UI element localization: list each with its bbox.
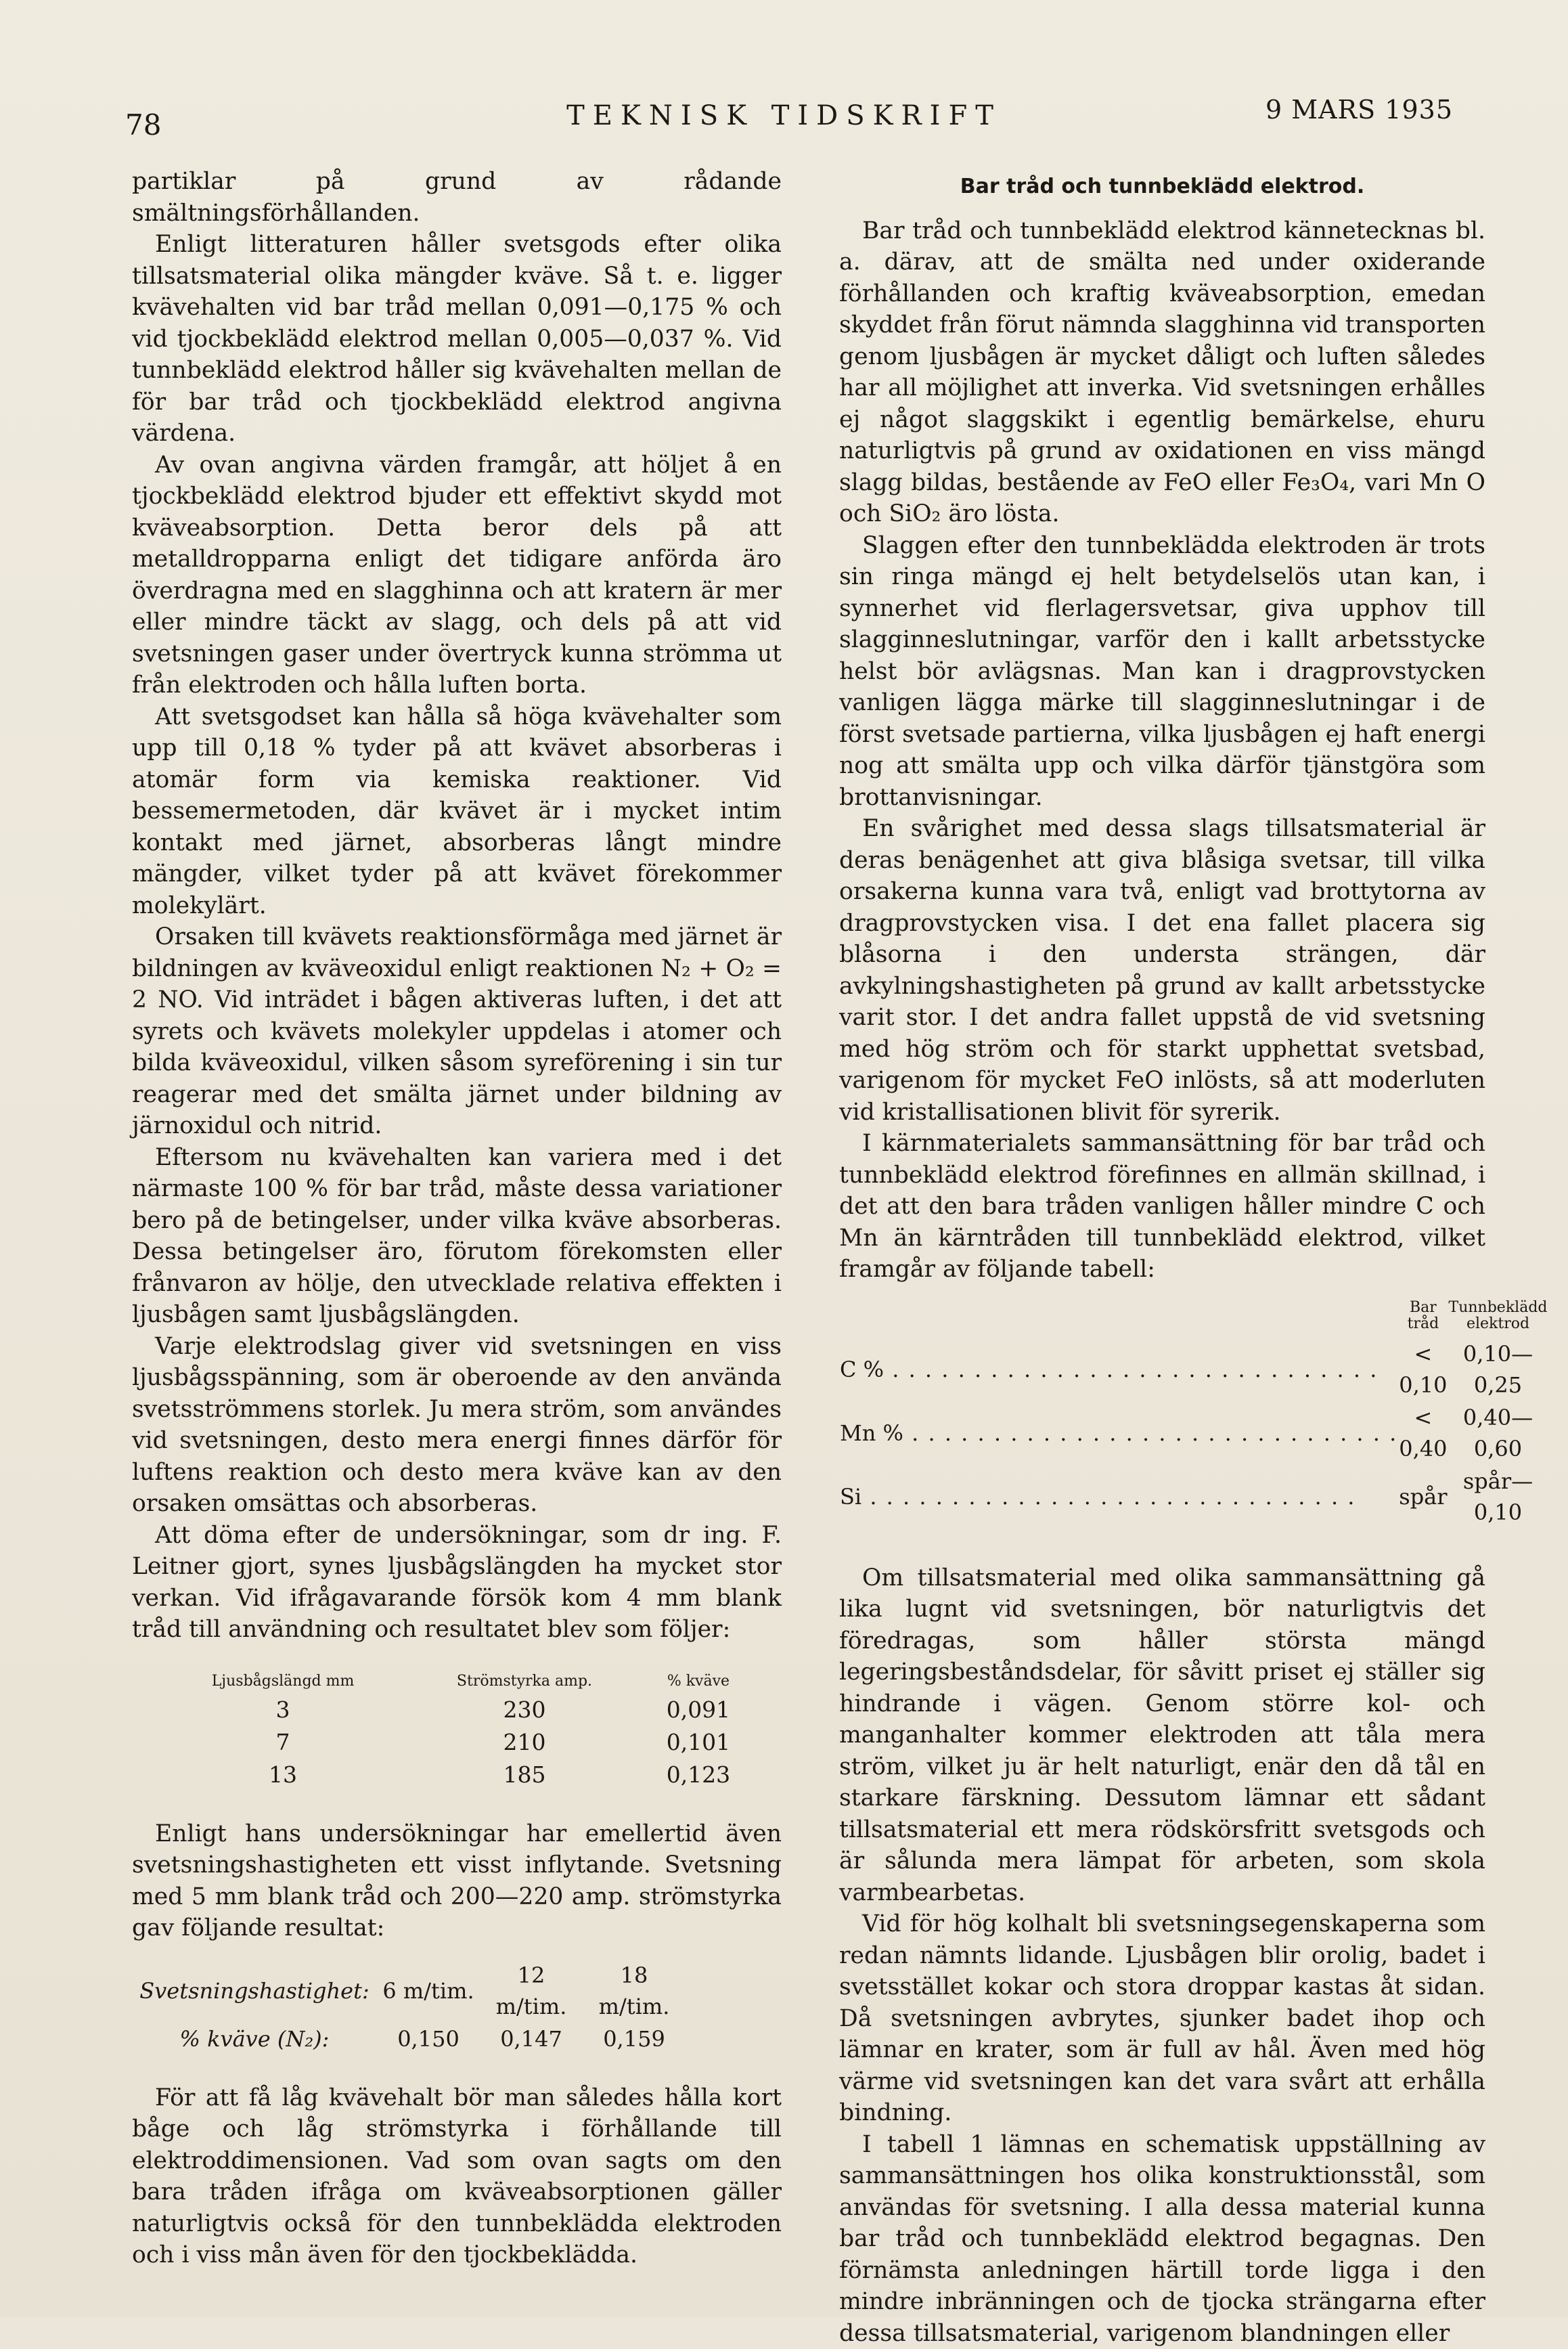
table-row: [132, 2023, 686, 2055]
table-cell: 13: [159, 1759, 407, 1791]
table-cell: 0,123: [642, 1759, 755, 1791]
table-cell: 210: [407, 1726, 642, 1759]
paragraph: Enligt litteraturen håller svetsgods efter olika tillsatsmaterial olika mängder kväve. Så t. e. ligger kvävehalten vid bar tråd mellan 0,091—0,175 % och vid tjockbeklädd elektrod mellan 0,005—0,037 %. Vid tunnbeklädd elektrod håller sig kvävehalten mellan de för bar tråd och tjockbeklädd elektrod angivna värdena.: [132, 229, 782, 449]
table-cell: spår—0,10: [1448, 1465, 1548, 1529]
table-header: % kväve: [642, 1673, 755, 1694]
table-cell: Si: [840, 1484, 861, 1510]
row-label: % kväve (N₂):: [132, 2023, 377, 2055]
table-cell: 185: [407, 1759, 642, 1791]
table-row: [159, 1726, 755, 1759]
page-number: 78: [125, 108, 161, 141]
paragraph: Slaggen efter den tunnbeklädda elektroden är trots sin ringa mängd ej helt betydelselös utan kan, i synnerhet vid flerlagersvetsar, giva upphov till slagginneslutningar, varför den i kallt arbetsstycke helst bör avlägsnas. Man kan i dragprovstycken vanligen lägga märke till slagginneslutningar i de först svetsade partierna, vilka ljusbågen ej haft energi nog att smälta upp och vilka därför tjänstgöra som brottanvisningar.: [839, 530, 1485, 814]
paragraph: Enligt hans undersökningar har emellertid även svetsningshastigheten ett visst inflytande. Svetsning med 5 mm blank tråd och 200—220 amp. strömstyrka gav följande resultat:: [132, 1818, 782, 1944]
paragraph: partiklar på grund av rådande smältningsförhållanden.: [132, 166, 782, 229]
table-cell: 0,10—0,25: [1448, 1338, 1548, 1401]
paragraph: Bar tråd och tunnbeklädd elektrod kännetecknas bl. a. därav, att de smälta ned under oxiderande förhållanden och kraftig kväveabsorption, emedan skyddet från förut nämnda slagghinna vid transporten genom ljusbågen är mycket dåligt och luften således har all möjlighet att inverka. Vid svetsningen erhålles ej något slaggskikt i egentlig bemärkelse, ehuru naturligtvis på grund av oxidationen en viss mängd slagg bildas, bestående av FeO eller Fe₃O₄, vari Mn O och SiO₂ äro lösta.: [839, 215, 1485, 530]
table-row: [132, 1959, 686, 2023]
table-row: [159, 1759, 755, 1791]
table-cell: < 0,10: [1398, 1338, 1448, 1401]
table-row: [839, 1338, 1548, 1401]
table-header: Ljusbågslängd mm: [159, 1673, 407, 1694]
table-cell: Mn %: [840, 1420, 903, 1446]
paragraph: En svårighet med dessa slags tillsatsmaterial är deras benägenhet att giva blåsiga svetsar, till vilka orsakerna kunna vara två, enligt vad brottytorna av dragprovstycken visa. I det ena fallet placera sig blåsorna i den understa strängen, där avkylningshastigheten på grund av kallt arbetsstycke varit stor. I det andra fallet uppstå de vid svetsning med hög ström och för starkt upphettat svetsbad, varigenom för mycket FeO inlösts, så att moderluten vid kristallisationen blivit för syrerik.: [839, 813, 1485, 1128]
right-column: [839, 166, 1485, 2349]
paragraph: Varje elektrodslag giver vid svetsningen en viss ljusbågsspänning, som är oberoende av den använda svetsströmmens storlek. Ju mera ström, som användes vid svetsningen, desto mera energi finnes därför för luftens reaktion och desto mera kväve kan av den orsaken omsättas och absorberas.: [132, 1331, 782, 1520]
table-cell: 0,159: [583, 2023, 686, 2055]
table-cell: 0,147: [480, 2023, 583, 2055]
journal-title: TEKNISK TIDSKRIFT: [0, 100, 1568, 131]
paragraph: I tabell 1 lämnas en schematisk uppställning av sammansättningen hos olika konstruktionsstål, som användas för svetsning. I alla dessa material kunna bar tråd och tunnbeklädd elektrod begagnas. Den förnämsta anledningen härtill torde ligga i den mindre inbränningen och de tjocka strängarna efter dessa tillsatsmaterial, varigenom blandningen eller: [839, 2129, 1485, 2349]
table-header: Bar tråd: [1398, 1299, 1448, 1338]
table-cell: 230: [407, 1694, 642, 1726]
table-row: [839, 1401, 1548, 1465]
table-cell: 12 m/tim.: [480, 1959, 583, 2023]
paragraph: Av ovan angivna värden framgår, att höljet å en tjockbeklädd elektrod bjuder ett effektivt skydd mot kväveabsorption. Detta beror dels på att metalldropparna enligt det tidigare anförda äro överdragna med en slagghinna och att kratern är mer eller mindre täckt av slagg, och dels på att vid svetsningen gaser under övertryck kunna strömma ut från elektroden och hålla luften borta.: [132, 449, 782, 701]
table-cell: 7: [159, 1726, 407, 1759]
paragraph: Orsaken till kvävets reaktionsförmåga med järnet är bildningen av kväveoxidul enligt reaktionen N₂ + O₂ = 2 NO. Vid inträdet i bågen aktiveras luften, i det att syrets och kvävets molekyler uppdelas i atomer och bilda kväveoxidul, vilken såsom syreförening i sin tur reagerar med det smälta järnet under bildning av järnoxidul och nitrid.: [132, 921, 782, 1142]
table-cell: < 0,40: [1398, 1401, 1448, 1465]
table-header: Strömstyrka amp.: [407, 1673, 642, 1694]
table-cell: C %: [840, 1357, 884, 1382]
paragraph: Att svetsgodset kan hålla så höga kvävehalter som upp till 0,18 % tyder på att kvävet absorberas i atomär form via kemiska reaktioner. Vid bessemermetoden, där kvävet är i mycket intim kontakt med järnet, absorberas långt mindre mängder, vilket tyder på att kvävet förekommer molekylärt.: [132, 701, 782, 922]
table-cell: 3: [159, 1694, 407, 1726]
table-row: [839, 1465, 1548, 1529]
table-header: Tunnbeklädd elektrod: [1448, 1299, 1548, 1338]
paragraph: För att få låg kvävehalt bör man således hålla kort båge och låg strömstyrka i förhållande till elektroddimensionen. Vad som ovan sagts om den bara tråden ifråga om kväveabsorptionen gäller naturligtvis också för den tunnbeklädda elektroden och i viss mån även för den tjockbeklädda.: [132, 2082, 782, 2271]
core-composition-table: [839, 1299, 1548, 1529]
table-cell: spår: [1398, 1465, 1448, 1529]
welding-speed-table: [132, 1959, 686, 2055]
paragraph: Att döma efter de undersökningar, som dr ing. F. Leitner gjort, synes ljusbågslängden ha mycket stor verkan. Vid ifrågavarande försök kom 4 mm blank tråd till användning och resultatet blev som följer:: [132, 1520, 782, 1646]
issue-date: 9 MARS 1935: [1265, 95, 1453, 125]
table-cell: 0,40—0,60: [1448, 1401, 1548, 1465]
table-cell: 6 m/tim.: [377, 1959, 480, 2023]
section-heading: Bar tråd och tunnbeklädd elektrod.: [839, 171, 1485, 203]
arc-length-table: [159, 1673, 755, 1791]
row-label: Svetsningshastighet:: [132, 1959, 377, 2023]
paragraph: Om tillsatsmaterial med olika sammansättning gå lika lugnt vid svetsningen, bör naturligtvis det föredragas, som håller största mängd legeringsbeståndsdelar, för såvitt priset ej ställer sig hindrande i vägen. Genom större kol- och manganhalter kommer elektroden att tåla mera ström, vilket ju är helt naturligt, enär den då tål en starkare färskning. Dessutom lämnar ett sådant tillsatsmaterial ett mera rödskörsfritt svetsgods och är sålunda mera lämpat för arbeten, som skola varmbearbetas.: [839, 1562, 1485, 1909]
table-cell: 18 m/tim.: [583, 1959, 686, 2023]
table-cell: 0,150: [377, 2023, 480, 2055]
table-cell: 0,101: [642, 1726, 755, 1759]
left-column: [132, 166, 782, 2271]
paragraph: Vid för hög kolhalt bli svetsningsegenskaperna som redan nämnts lidande. Ljusbågen blir orolig, badet i svetsstället kokar och stora droppar kastas åt sidan. Då svetsningen avbrytes, sjunker badet ihop och lämnar en krater, som är full av hål. Även med hög värme vid svetsningen kan det vara svårt att erhålla bindning.: [839, 1908, 1485, 2129]
paragraph: I kärnmaterialets sammansättning för bar tråd och tunnbeklädd elektrod förefinnes en allmän skillnad, i det att den bara tråden vanligen håller mindre C och Mn än kärntråden till tunnbeklädd elektrod, vilket framgår av följande tabell:: [839, 1128, 1485, 1286]
paragraph: Eftersom nu kvävehalten kan variera med i det närmaste 100 % för bar tråd, måste dessa variationer bero på de betingelser, under vilka kväve absorberas. Dessa betingelser äro, förutom förekomsten eller frånvaron av hölje, den utvecklade relativa effekten i ljusbågen samt ljusbågslängden.: [132, 1142, 782, 1331]
table-cell: 0,091: [642, 1694, 755, 1726]
table-row: [159, 1694, 755, 1726]
